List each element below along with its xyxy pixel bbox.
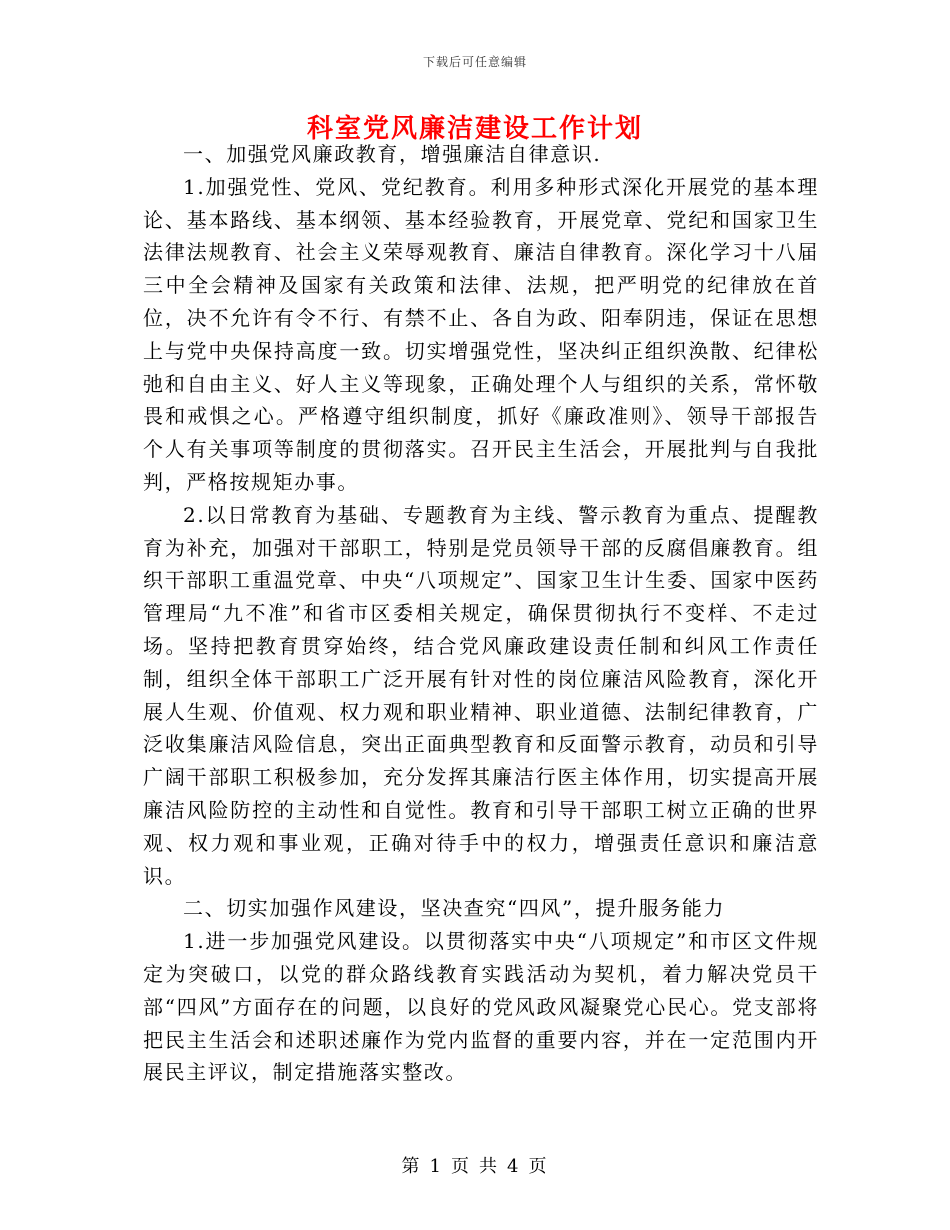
- footer-total-word: 页: [528, 1156, 549, 1177]
- section-heading-2: 二、切实加强作风建设，坚决查究“四风”，提升服务能力: [183, 896, 726, 921]
- document-title: 科室党风廉洁建设工作计划: [306, 114, 643, 144]
- footer-prefix: 第: [401, 1156, 422, 1177]
- page-footer: [0, 1152, 950, 1178]
- paragraph-1: 1.加强党性、党风、党纪教育。利用多种形式深化开展党的基本理论、基本路线、基本纲领、基本经验教育，开展党章、党纪和国家卫生法律法规教育、社会主义荣辱观教育、廉洁自律教育。深化学习十八届三中全会精神及国家有关政策和法律、法规，把严明党的纪律放在首位，决不允许有令不行、有禁不止、各自为政、阳奉阴违，保证在思想上与党中央保持高度一致。切实增强党性，坚决纠正组织涣散、纪律松弛和自由主义、好人主义等现象，正确处理个人与组织的关系，常怀敬畏和戒惧之心。严格遵守组织制度，抓好《廉政准则》、领导干部报告个人有关事项等制度的贯彻落实。召开民主生活会，开展批判与自我批判，严格按规矩办事。: [143, 174, 819, 494]
- footer-page-number: 1: [429, 1156, 443, 1177]
- header-note: 下载后可任意编辑: [422, 55, 527, 69]
- footer-total-pages: 4: [507, 1156, 521, 1177]
- footer-total-prefix: 共: [479, 1156, 499, 1177]
- footer-page-word: 页: [451, 1156, 471, 1177]
- paragraph-2: 2.以日常教育为基础、专题教育为主线、警示教育为重点、提醒教育为补充，加强对干部职工，特别是党员领导干部的反腐倡廉教育。组织干部职工重温党章、中央“八项规定”、国家卫生计生委、国家中医药管理局“九不准”和省市区委相关规定，确保贯彻执行不变样、不走过场。坚持把教育贯穿始终，结合党风廉政建设责任制和纠风工作责任制，组织全体干部职工广泛开展有针对性的岗位廉洁风险教育，深化开展人生观、价值观、权力观和职业精神、职业道德、法制纪律教育，广泛收集廉洁风险信息，突出正面典型教育和反面警示教育，动员和引导广阔干部职工积极参加，充分发挥其廉洁行医主体作用，切实提高开展廉洁风险防控的主动性和自觉性。教育和引导干部职工树立正确的世界观、权力观和事业观，正确对待手中的权力，增强责任意识和廉洁意识。: [143, 502, 819, 888]
- paragraph-3: 1.进一步加强党风建设。以贯彻落实中央“八项规定”和市区文件规定为突破口，以党的群众路线教育实践活动为契机，着力解决党员干部“四风”方面存在的问题，以良好的党风政风凝聚党心民心。党支部将把民主生活会和述职述廉作为党内监督的重要内容，并在一定范围内开展民主评议，制定措施落实整改。: [143, 929, 819, 1085]
- document-body: [143, 138, 819, 1089]
- section-heading-1: 一、加强党风廉政教育，增强廉洁自律意识.: [183, 142, 602, 166]
